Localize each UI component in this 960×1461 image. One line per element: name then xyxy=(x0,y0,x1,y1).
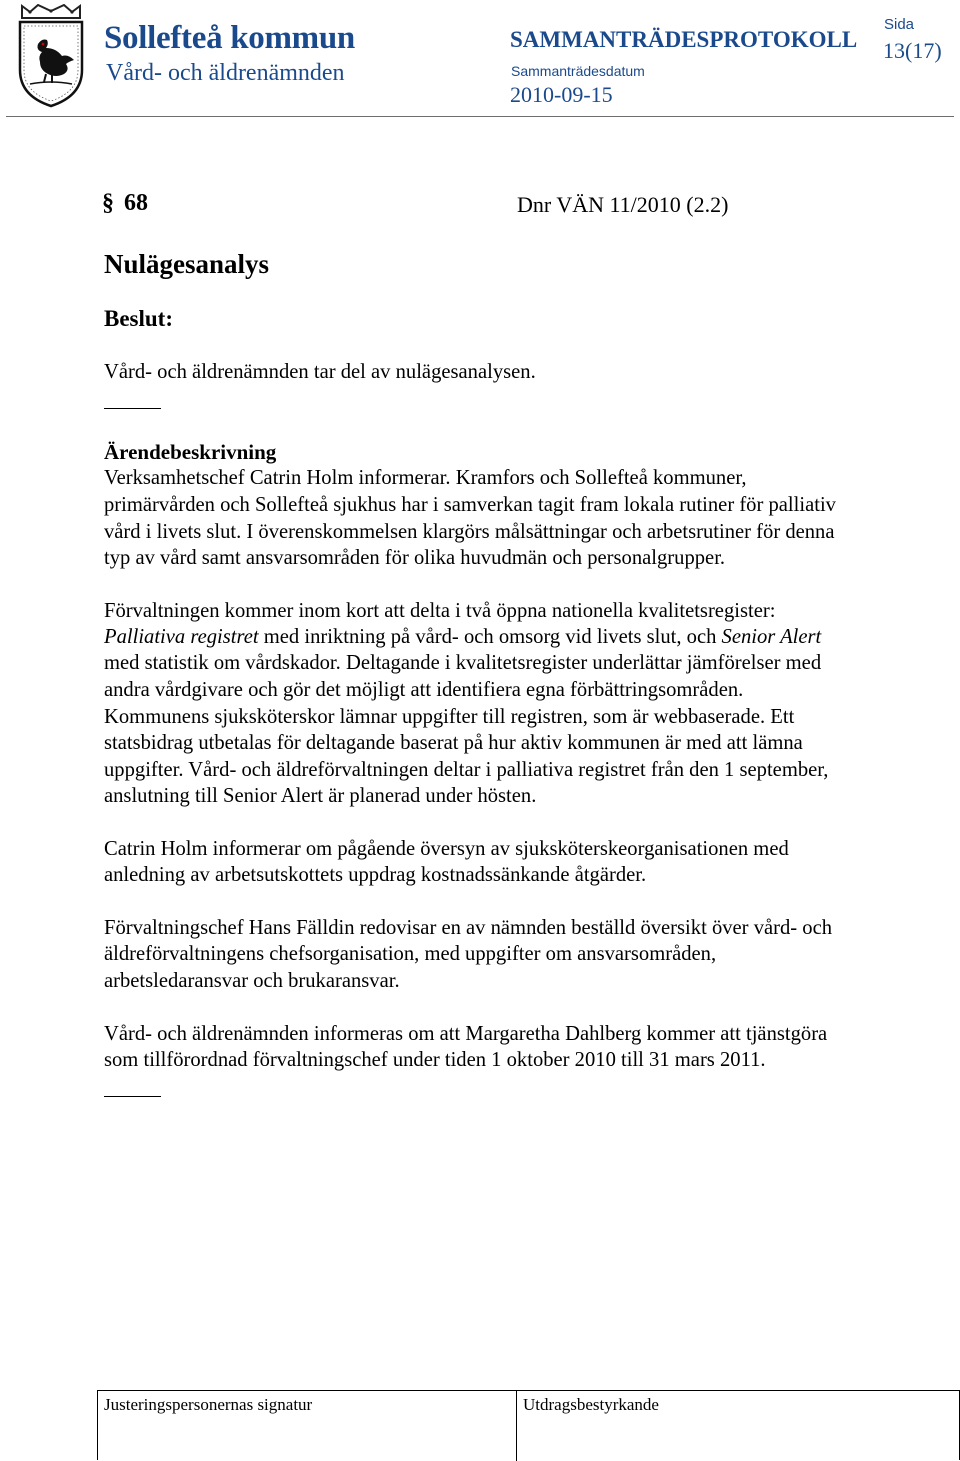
footer-divider xyxy=(516,1391,517,1461)
decision-text: Vård- och äldrenämnden tar del av nulägesanalysen. xyxy=(104,361,536,383)
register-name: Palliativa registret xyxy=(104,626,259,648)
meeting-date-label: Sammanträdesdatum xyxy=(511,63,645,79)
separator-line xyxy=(104,408,161,409)
case-number: Dnr VÄN 11/2010 (2.2) xyxy=(517,192,729,217)
page-number: 13(17) xyxy=(883,38,942,63)
para2-line: uppgifter. Vård- och äldreförvaltningen deltar i palliativa registret från den 1 september, xyxy=(104,759,829,781)
section-title: Nulägesanalys xyxy=(104,249,270,279)
para4-line: Förvaltningschef Hans Fälldin redovisar en av nämnden beställd översikt över vård- och xyxy=(104,917,833,939)
para3-line: anledning av arbetsutskottets uppdrag kostnadssänkande åtgärder. xyxy=(104,864,647,886)
case-line: typ av vård samt ansvarsområden för olika huvudmän och personalgrupper. xyxy=(104,547,726,569)
para2-line: andra vårdgivare och gör det möjligt att identifiera egna förbättringsområden. xyxy=(104,679,744,701)
para5-line: som tillförordnad förvaltningschef under tiden 1 oktober 2010 till 31 mars 2011. xyxy=(104,1049,766,1071)
document-type: SAMMANTRÄDESPROTOKOLL xyxy=(510,27,858,52)
case-line: Verksamhetschef Catrin Holm informerar. Kramfors och Sollefteå kommuner, xyxy=(104,467,747,489)
para4-line: äldreförvaltningens chefsorganisation, med uppgifter om ansvarsområden, xyxy=(104,943,717,965)
para5-line: Vård- och äldrenämnden informeras om att Margaretha Dahlberg kommer att tjänstgöra xyxy=(104,1023,828,1045)
para2-text: med inriktning på vård- och omsorg vid livets slut, och xyxy=(258,626,722,648)
meeting-date: 2010-09-15 xyxy=(510,82,613,107)
case-line: primärvården och Sollefteå sjukhus har i samverkan tagit fram lokala rutiner för palliativ xyxy=(104,494,836,516)
paragraph-symbol: § xyxy=(102,190,114,216)
section-number-value: 68 xyxy=(124,190,148,216)
separator-line xyxy=(104,1096,161,1097)
signature-box xyxy=(97,1390,960,1460)
register-name: Senior Alert xyxy=(721,626,822,648)
decision-heading: Beslut: xyxy=(104,306,173,331)
para2-line: Kommunens sjuksköterskor lämnar uppgifter till registren, som är webbaserade. Ett xyxy=(104,706,795,728)
para2-line xyxy=(104,624,821,651)
para2-line: anslutning till Senior Alert är planerad under hösten. xyxy=(104,785,537,807)
para2-line: statsbidrag utbetalas för deltagande baserat på hur aktiv kommunen är med att lämna xyxy=(104,732,803,754)
header-divider xyxy=(6,116,954,117)
coat-of-arms-icon xyxy=(16,4,86,108)
organization-name: Sollefteå kommun xyxy=(104,20,355,56)
case-line: vård i livets slut. I överenskommelsen klargörs målsättningar och arbetsrutiner för denna xyxy=(104,521,835,543)
case-description-heading: Ärendebeskrivning xyxy=(104,440,277,464)
extract-certification-label: Utdragsbestyrkande xyxy=(523,1395,659,1414)
para3-line: Catrin Holm informerar om pågående översyn av sjuksköterskeorganisationen med xyxy=(104,838,789,860)
page-label: Sida xyxy=(884,16,915,33)
para2-line: med statistik om vårdskador. Deltagande i kvalitetsregister underlättar jämförelser med xyxy=(104,652,822,674)
para4-line: arbetsledaransvar och brukaransvar. xyxy=(104,970,400,992)
para2-line: Förvaltningen kommer inom kort att delta i två öppna nationella kvalitetsregister: xyxy=(104,600,776,622)
signature-label: Justeringspersonernas signatur xyxy=(104,1395,313,1414)
section-number xyxy=(102,190,148,217)
department-name: Vård- och äldrenämnden xyxy=(106,60,345,86)
